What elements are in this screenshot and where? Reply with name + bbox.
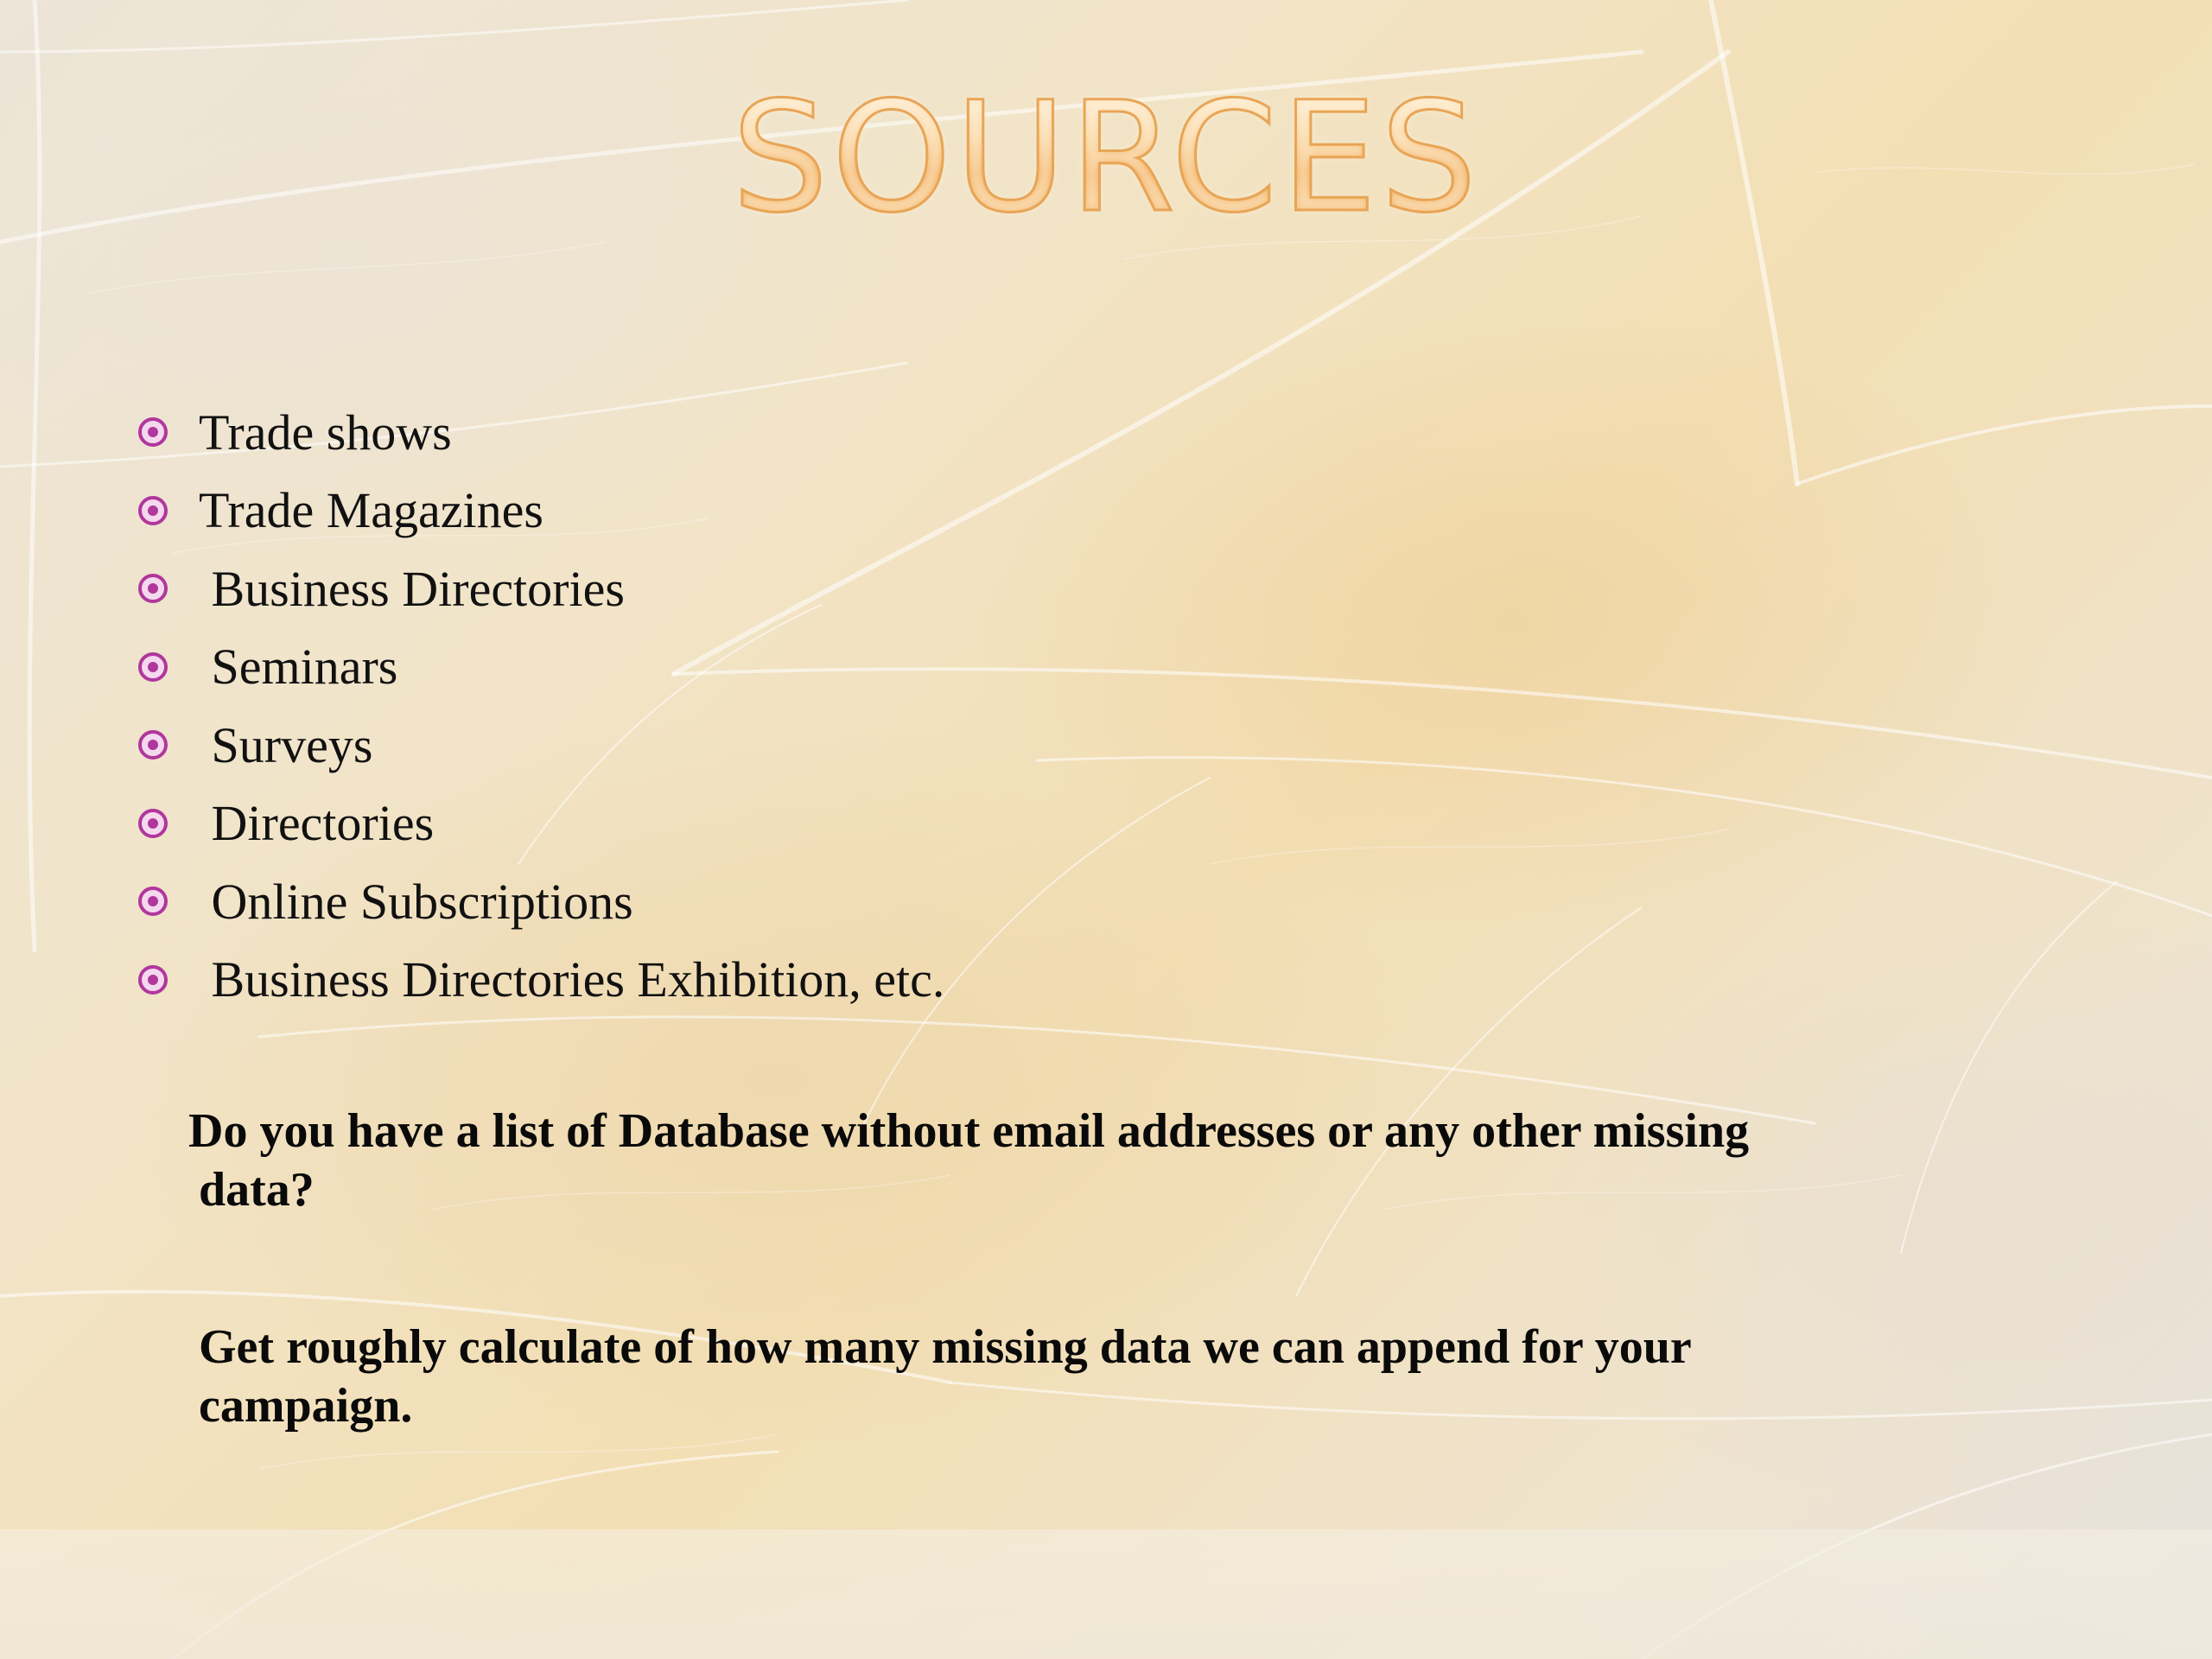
offer-line-1: Get roughly calculate of how many missing data we can append for your [199, 1320, 1692, 1374]
list-item-label: Business Directories Exhibition, etc. [199, 951, 945, 1008]
list-item-label: Trade Magazines [199, 482, 543, 539]
offer-line-2: campaign. [199, 1379, 413, 1433]
radio-bullet-icon [138, 496, 168, 525]
radio-bullet-icon [138, 965, 168, 995]
question-paragraph [188, 1102, 2046, 1219]
list-item-label: Seminars [199, 639, 398, 696]
list-item-label: Business Directories [199, 560, 625, 617]
offer-paragraph [199, 1318, 2056, 1435]
radio-bullet-icon [138, 574, 168, 603]
question-line-2: data? [199, 1163, 315, 1217]
list-item-label: Surveys [199, 716, 373, 773]
question-line-1: Do you have a list of Database without email addresses or any other missing [188, 1104, 1750, 1158]
list-item-label: Trade shows [199, 404, 452, 461]
list-item-label: Online Subscriptions [199, 873, 633, 930]
list-item-label: Directories [199, 795, 435, 852]
radio-bullet-icon [138, 809, 168, 838]
slide-title: SOURCES [0, 82, 2212, 234]
radio-bullet-icon [138, 652, 168, 682]
radio-bullet-icon [138, 887, 168, 916]
radio-bullet-icon [138, 730, 168, 760]
bottom-light-band [0, 1529, 2212, 1659]
radio-bullet-icon [138, 417, 168, 447]
